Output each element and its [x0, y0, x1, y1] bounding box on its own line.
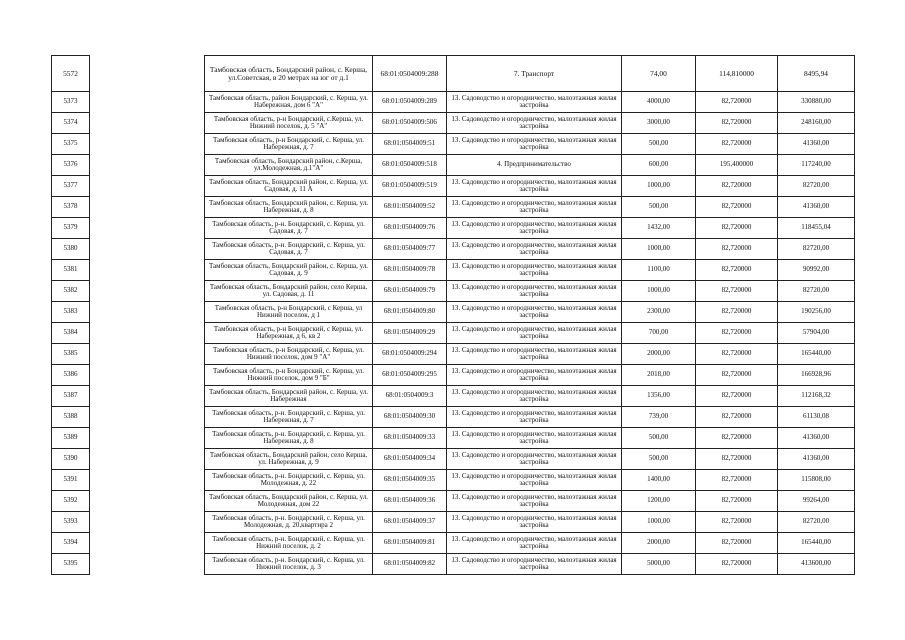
spacer-cell — [90, 197, 205, 218]
land-use-category-cell: 13. Садоводство и огородничество, малоэтажная жилая застройка — [447, 323, 622, 344]
spacer-cell — [90, 554, 205, 575]
land-use-category-cell: 13. Садоводство и огородничество, малоэтажная жилая застройка — [447, 113, 622, 134]
spacer-cell — [90, 428, 205, 449]
cadastral-value-cell: 330880,00 — [778, 92, 855, 113]
cadastral-number-cell: 68:01:0504009:289 — [373, 92, 447, 113]
cadastral-number-cell: 68:01:0504009:288 — [373, 56, 447, 92]
cadastral-number-cell: 68:01:0504009:76 — [373, 218, 447, 239]
row-number-cell: 5381 — [52, 260, 90, 281]
cadastral-number-cell: 68:01:0504009:518 — [373, 155, 447, 176]
cadastral-value-cell: 118455,04 — [778, 218, 855, 239]
cadastral-value-cell: 165440,00 — [778, 344, 855, 365]
address-cell: Тамбовская область, р-н. Бондарский, с. Керша, ул. Нижний поселок, д. 3 — [205, 554, 373, 575]
specific-value-cell: 195,400000 — [696, 155, 778, 176]
specific-value-cell: 82,720000 — [696, 323, 778, 344]
row-number-cell: 5378 — [52, 197, 90, 218]
land-use-category-cell: 7. Транспорт — [447, 56, 622, 92]
specific-value-cell: 82,720000 — [696, 302, 778, 323]
cadastral-value-cell: 82720,00 — [778, 239, 855, 260]
area-cell: 500,00 — [622, 428, 696, 449]
specific-value-cell: 82,720000 — [696, 281, 778, 302]
spacer-cell — [90, 155, 205, 176]
spacer-cell — [90, 92, 205, 113]
address-cell: Тамбовская область, р-н. Бондарский, с. Керша, ул. Набережная, д. 7 — [205, 407, 373, 428]
spacer-cell — [90, 365, 205, 386]
cadastral-value-cell: 41360,00 — [778, 449, 855, 470]
table-row — [52, 92, 855, 113]
spacer-cell — [90, 491, 205, 512]
address-cell: Тамбовская область, район Бондарский, с. Керша, ул. Набережная, дом 6 "А" — [205, 92, 373, 113]
land-use-category-cell: 13. Садоводство и огородничество, малоэтажная жилая застройка — [447, 344, 622, 365]
cadastral-number-cell: 68:01:0504009:34 — [373, 449, 447, 470]
row-number-cell: 5389 — [52, 428, 90, 449]
cadastral-value-cell: 117240,00 — [778, 155, 855, 176]
row-number-cell: 5382 — [52, 281, 90, 302]
specific-value-cell: 82,720000 — [696, 449, 778, 470]
row-number-cell: 5385 — [52, 344, 90, 365]
specific-value-cell: 82,720000 — [696, 197, 778, 218]
table-row — [52, 218, 855, 239]
area-cell: 3000,00 — [622, 113, 696, 134]
table-row — [52, 491, 855, 512]
area-cell: 1356,00 — [622, 386, 696, 407]
cadastral-number-cell: 68:01:0504009:3 — [373, 386, 447, 407]
cadastral-value-cell: 57904,00 — [778, 323, 855, 344]
cadastral-value-cell: 82720,00 — [778, 512, 855, 533]
area-cell: 2018,00 — [622, 365, 696, 386]
land-use-category-cell: 13. Садоводство и огородничество, малоэтажная жилая застройка — [447, 134, 622, 155]
area-cell: 1000,00 — [622, 281, 696, 302]
table-row — [52, 155, 855, 176]
area-cell: 2300,00 — [622, 302, 696, 323]
spacer-cell — [90, 260, 205, 281]
specific-value-cell: 82,720000 — [696, 218, 778, 239]
cadastral-number-cell: 68:01:0504009:294 — [373, 344, 447, 365]
area-cell: 2000,00 — [622, 533, 696, 554]
land-use-category-cell: 13. Садоводство и огородничество, малоэтажная жилая застройка — [447, 260, 622, 281]
row-number-cell: 5377 — [52, 176, 90, 197]
table-row — [52, 302, 855, 323]
area-cell: 5000,00 — [622, 554, 696, 575]
area-cell: 74,00 — [622, 56, 696, 92]
area-cell: 1000,00 — [622, 512, 696, 533]
table-row — [52, 344, 855, 365]
row-number-cell: 5383 — [52, 302, 90, 323]
land-use-category-cell: 13. Садоводство и огородничество, малоэтажная жилая застройка — [447, 281, 622, 302]
table-row — [52, 281, 855, 302]
area-cell: 500,00 — [622, 197, 696, 218]
address-cell: Тамбовская область, р-н Бондарский, с Керша, ул Нижний поселок, д 1 — [205, 302, 373, 323]
specific-value-cell: 82,720000 — [696, 113, 778, 134]
spacer-cell — [90, 386, 205, 407]
row-number-cell: 5374 — [52, 113, 90, 134]
row-number-cell: 5375 — [52, 134, 90, 155]
table-row — [52, 197, 855, 218]
cadastral-number-cell: 68:01:0504009:30 — [373, 407, 447, 428]
row-number-cell: 5386 — [52, 365, 90, 386]
cadastral-number-cell: 68:01:0504009:35 — [373, 470, 447, 491]
specific-value-cell: 82,720000 — [696, 260, 778, 281]
address-cell: Тамбовская область, Бондарский район, с. Керша, ул. Набережная, д. 8 — [205, 197, 373, 218]
table-row — [52, 365, 855, 386]
cadastral-number-cell: 68:01:0504009:52 — [373, 197, 447, 218]
row-number-cell: 5384 — [52, 323, 90, 344]
table-row — [52, 386, 855, 407]
cadastral-value-cell: 90992,00 — [778, 260, 855, 281]
address-cell: Тамбовская область, р-н Бондарский, с. Керша, ул. Набережная, д. 7 — [205, 134, 373, 155]
spacer-cell — [90, 176, 205, 197]
cadastral-number-cell: 68:01:0504009:80 — [373, 302, 447, 323]
area-cell: 2000,00 — [622, 344, 696, 365]
area-cell: 600,00 — [622, 155, 696, 176]
table-row — [52, 56, 855, 92]
cadastral-number-cell: 68:01:0504009:81 — [373, 533, 447, 554]
area-cell: 1400,00 — [622, 470, 696, 491]
land-use-category-cell: 13. Садоводство и огородничество, малоэтажная жилая застройка — [447, 428, 622, 449]
address-cell: Тамбовская область, р-н Бондарский, с. Керша, ул. Нижний поселок, дом 9 "Б" — [205, 365, 373, 386]
address-cell: Тамбовская область, р-н Бондарский, с Керша, ул. Набережная, д 6, кв 2 — [205, 323, 373, 344]
table-body — [52, 56, 855, 575]
area-cell: 1432,00 — [622, 218, 696, 239]
spacer-cell — [90, 344, 205, 365]
specific-value-cell: 82,720000 — [696, 512, 778, 533]
spacer-cell — [90, 134, 205, 155]
cadastral-number-cell: 68:01:0504009:29 — [373, 323, 447, 344]
specific-value-cell: 82,720000 — [696, 533, 778, 554]
cadastral-value-cell: 115808,00 — [778, 470, 855, 491]
specific-value-cell: 82,720000 — [696, 554, 778, 575]
cadastral-number-cell: 68:01:0504009:33 — [373, 428, 447, 449]
address-cell: Тамбовская область, Бондарский район, с.Керша, ул.Молодежная, д.1"А" — [205, 155, 373, 176]
cadastral-number-cell: 68:01:0504009:79 — [373, 281, 447, 302]
spacer-cell — [90, 323, 205, 344]
row-number-cell: 5380 — [52, 239, 90, 260]
row-number-cell: 5379 — [52, 218, 90, 239]
area-cell: 500,00 — [622, 134, 696, 155]
cadastral-value-cell: 82720,00 — [778, 281, 855, 302]
spacer-cell — [90, 449, 205, 470]
land-use-category-cell: 13. Садоводство и огородничество, малоэтажная жилая застройка — [447, 302, 622, 323]
land-use-category-cell: 13. Садоводство и огородничество, малоэтажная жилая застройка — [447, 554, 622, 575]
specific-value-cell: 82,720000 — [696, 386, 778, 407]
specific-value-cell: 82,720000 — [696, 92, 778, 113]
land-use-category-cell: 13. Садоводство и огородничество, малоэтажная жилая застройка — [447, 491, 622, 512]
specific-value-cell: 82,720000 — [696, 365, 778, 386]
spacer-cell — [90, 239, 205, 260]
land-use-category-cell: 13. Садоводство и огородничество, малоэтажная жилая застройка — [447, 176, 622, 197]
specific-value-cell: 82,720000 — [696, 491, 778, 512]
cadastral-value-cell: 112168,32 — [778, 386, 855, 407]
specific-value-cell: 82,720000 — [696, 470, 778, 491]
table-row — [52, 113, 855, 134]
specific-value-cell: 82,720000 — [696, 176, 778, 197]
row-number-cell: 5388 — [52, 407, 90, 428]
address-cell: Тамбовская область, Бондарский район, село Керша, ул. Садовая, д. 11 — [205, 281, 373, 302]
cadastral-value-cell: 166928,96 — [778, 365, 855, 386]
area-cell: 739,00 — [622, 407, 696, 428]
spacer-cell — [90, 56, 205, 92]
cadastral-value-table — [51, 55, 855, 575]
specific-value-cell: 82,720000 — [696, 407, 778, 428]
row-number-cell: 5394 — [52, 533, 90, 554]
cadastral-value-cell: 248160,00 — [778, 113, 855, 134]
address-cell: Тамбовская область, р-н Бондарский, с. Керша, ул. Нижний поселок, дом 9 "А" — [205, 344, 373, 365]
cadastral-value-cell: 82720,00 — [778, 176, 855, 197]
cadastral-number-cell: 68:01:0504009:37 — [373, 512, 447, 533]
row-number-cell: 5373 — [52, 92, 90, 113]
land-use-category-cell: 13. Садоводство и огородничество, малоэтажная жилая застройка — [447, 449, 622, 470]
land-use-category-cell: 13. Садоводство и огородничество, малоэтажная жилая застройка — [447, 197, 622, 218]
address-cell: Тамбовская область, р-н Бондарский, с.Керша, ул. Нижний поселок, д. 5 "А" — [205, 113, 373, 134]
cadastral-number-cell: 68:01:0504009:295 — [373, 365, 447, 386]
spacer-cell — [90, 302, 205, 323]
area-cell: 700,00 — [622, 323, 696, 344]
address-cell: Тамбовская область, Бондарский район, с. Керша, ул. Садовая, д. 9 — [205, 260, 373, 281]
address-cell: Тамбовская область, р-н. Бондарский, с. Керша, ул. Нижний поселок, д. 2 — [205, 533, 373, 554]
cadastral-value-cell: 190256,00 — [778, 302, 855, 323]
area-cell: 4000,00 — [622, 92, 696, 113]
table-row — [52, 512, 855, 533]
row-number-cell: 5391 — [52, 470, 90, 491]
specific-value-cell: 82,720000 — [696, 134, 778, 155]
land-use-category-cell: 13. Садоводство и огородничество, малоэтажная жилая застройка — [447, 365, 622, 386]
spacer-cell — [90, 218, 205, 239]
table-row — [52, 470, 855, 491]
cadastral-value-cell: 165440,00 — [778, 533, 855, 554]
spacer-cell — [90, 281, 205, 302]
area-cell: 1100,00 — [622, 260, 696, 281]
cadastral-value-cell: 41360,00 — [778, 428, 855, 449]
specific-value-cell: 82,720000 — [696, 344, 778, 365]
cadastral-number-cell: 68:01:0504009:519 — [373, 176, 447, 197]
table-row — [52, 428, 855, 449]
land-use-category-cell: 4. Предпринимательство — [447, 155, 622, 176]
row-number-cell: 5395 — [52, 554, 90, 575]
row-number-cell: 5572 — [52, 56, 90, 92]
address-cell: Тамбовская область, р-н. Бондарский, с. Керша, ул. Садовая, д. 7 — [205, 218, 373, 239]
table-row — [52, 176, 855, 197]
row-number-cell: 5392 — [52, 491, 90, 512]
spacer-cell — [90, 113, 205, 134]
specific-value-cell: 82,720000 — [696, 428, 778, 449]
area-cell: 1000,00 — [622, 176, 696, 197]
row-number-cell: 5376 — [52, 155, 90, 176]
table-row — [52, 239, 855, 260]
spacer-cell — [90, 533, 205, 554]
table-row — [52, 554, 855, 575]
specific-value-cell: 114,810000 — [696, 56, 778, 92]
land-use-category-cell: 13. Садоводство и огородничество, малоэтажная жилая застройка — [447, 533, 622, 554]
specific-value-cell: 82,720000 — [696, 239, 778, 260]
land-use-category-cell: 13. Садоводство и огородничество, малоэтажная жилая застройка — [447, 239, 622, 260]
cadastral-number-cell: 68:01:0504009:36 — [373, 491, 447, 512]
address-cell: Тамбовская область, Бондарский район, с. Керша, ул. Молодежная, дом 22 — [205, 491, 373, 512]
spacer-cell — [90, 407, 205, 428]
land-use-category-cell: 13. Садоводство и огородничество, малоэтажная жилая застройка — [447, 470, 622, 491]
land-use-category-cell: 13. Садоводство и огородничество, малоэтажная жилая застройка — [447, 92, 622, 113]
row-number-cell: 5387 — [52, 386, 90, 407]
cadastral-number-cell: 68:01:0504009:82 — [373, 554, 447, 575]
row-number-cell: 5393 — [52, 512, 90, 533]
table-row — [52, 449, 855, 470]
address-cell: Тамбовская область, р-н. Бондарский, с. Керша, ул. Садовая, д. 7 — [205, 239, 373, 260]
land-use-category-cell: 13. Садоводство и огородничество, малоэтажная жилая застройка — [447, 512, 622, 533]
spacer-cell — [90, 512, 205, 533]
address-cell: Тамбовская область, Бондарский район, с. Керша, ул. Садовая, д. 11 А — [205, 176, 373, 197]
cadastral-value-cell: 8495,94 — [778, 56, 855, 92]
table-row — [52, 134, 855, 155]
cadastral-number-cell: 68:01:0504009:77 — [373, 239, 447, 260]
row-number-cell: 5390 — [52, 449, 90, 470]
table-row — [52, 407, 855, 428]
cadastral-value-cell: 41360,00 — [778, 197, 855, 218]
address-cell: Тамбовская область, Бондарский район, с. Керша, ул.Советская, в 20 метрах на юг от д.1 — [205, 56, 373, 92]
land-use-category-cell: 13. Садоводство и огородничество, малоэтажная жилая застройка — [447, 386, 622, 407]
cadastral-value-cell: 61130,08 — [778, 407, 855, 428]
land-use-category-cell: 13. Садоводство и огородничество, малоэтажная жилая застройка — [447, 218, 622, 239]
area-cell: 500,00 — [622, 449, 696, 470]
address-cell: Тамбовская область, р-н. Бондарский, с. Керша, ул. Молодежная, д. 20,квартира 2 — [205, 512, 373, 533]
table-row — [52, 533, 855, 554]
address-cell: Тамбовская область, р-н. Бондарский, с. Керша, ул. Молодежная, д. 22 — [205, 470, 373, 491]
cadastral-value-cell: 99264,00 — [778, 491, 855, 512]
table-row — [52, 260, 855, 281]
cadastral-value-cell: 41360,00 — [778, 134, 855, 155]
cadastral-value-cell: 413600,00 — [778, 554, 855, 575]
table-row — [52, 323, 855, 344]
cadastral-number-cell: 68:01:0504009:506 — [373, 113, 447, 134]
address-cell: Тамбовская область, Бондарский район, с. Керша, ул. Набережная — [205, 386, 373, 407]
land-use-category-cell: 13. Садоводство и огородничество, малоэтажная жилая застройка — [447, 407, 622, 428]
area-cell: 1000,00 — [622, 239, 696, 260]
address-cell: Тамбовская область, Бондарский район, село Керша, ул. Набережная, д. 9 — [205, 449, 373, 470]
spacer-cell — [90, 470, 205, 491]
area-cell: 1200,00 — [622, 491, 696, 512]
cadastral-number-cell: 68:01:0504009:78 — [373, 260, 447, 281]
cadastral-number-cell: 68:01:0504009:51 — [373, 134, 447, 155]
address-cell: Тамбовская область, р-н. Бондарский, с. Керша, ул. Набережная, д. 8 — [205, 428, 373, 449]
